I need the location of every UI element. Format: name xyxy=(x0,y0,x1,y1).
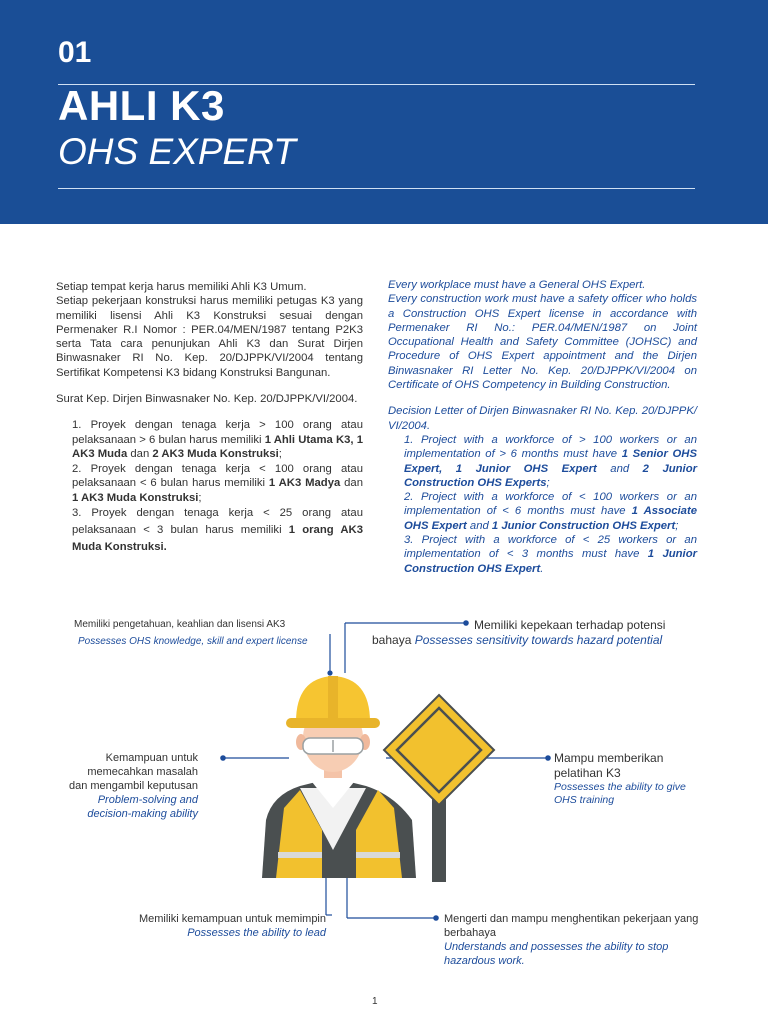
list-item: 2. Project with a workforce of < 100 workers or an implementation of < 6 months must have 1 Associate OHS Expert and 1 Junior Construction OHS Expert; xyxy=(404,491,697,532)
label-sensitivity: Memiliki kepekaan terhadap potensi bahaya Possesses sensitivity towards hazard potential xyxy=(372,618,666,647)
list-item: 2. Proyek dengan tenaga kerja < 100 orang atau pelaksanaan < 6 bulan harus memiliki 1 AK3 Madya dan 1 AK3 Muda Konstruksi; xyxy=(72,462,363,504)
requirement-list-en xyxy=(388,433,697,576)
section-number: 01 xyxy=(58,36,92,69)
english-column xyxy=(388,278,697,576)
list-item: 3. Project with a workforce of < 25 workers or an implementation of < 3 months must have 1 Junior Construction OHS Expert. xyxy=(404,534,697,575)
intro-general-expert-en: Every workplace must have a General OHS Expert. xyxy=(388,279,646,291)
requirement-list xyxy=(56,418,363,556)
indonesian-column xyxy=(56,280,363,556)
intro-general-expert: Setiap tempat kerja harus memiliki Ahli K3 Umum. xyxy=(56,281,307,293)
header-banner xyxy=(0,0,768,224)
list-item: 3. Proyek dengan tenaga kerja < 25 orang atau pelaksanaan < 3 bulan harus memiliki 1 orang AK3 Muda Konstruksi. xyxy=(72,507,363,554)
label-stop-work: Mengerti dan mampu menghentikan pekerjaan yang berbahaya Understands and possesses the ability to stop hazardous work. xyxy=(444,913,699,967)
decision-letter: Surat Kep. Dirjen Binwasnaker No. Kep. 20/DJPPK/VI/2004. xyxy=(56,393,358,406)
list-item: 1. Project with a workforce of > 100 workers or an implementation of > 6 months must have 1 Senior OHS Expert, 1 Junior OHS Expert and 2 Junior Construction OHS Experts; xyxy=(404,433,697,489)
list-item: 1. Proyek dengan tenaga kerja > 100 orang atau pelaksanaan > 6 bulan harus memiliki 1 Ahli Utama K3, 1 AK3 Muda dan 2 AK3 Muda Konstruksi; xyxy=(72,419,363,461)
label-training: Mampu memberikan pelatihan K3 Possesses the ability to give OHS training xyxy=(554,751,686,806)
hazard-sign-icon xyxy=(384,695,494,805)
decision-letter-en: Decision Letter of Dirjen Binwasnaker RI No. Kep. 20/DJPPK/ VI/2004. xyxy=(388,405,697,432)
intro-construction: Setiap pekerjaan konstruksi harus memiliki petugas K3 yang memiliki lisensi Ahli K3 Konstruksi sesuai dengan Permenaker R.I Nomor : PER.04/MEN/1987 tentang P2K3 serta Tata cara penunjukan Ahli K3 dan Surat Dirjen Binwasnaker RI No. Kep. 20/DJPPK/VI/2004 tentang Sertifikat Kompetensi K3 bidang Konstruksi Bangunan. xyxy=(56,295,363,379)
label-problem-solving: Kemampuan untuk memecahkan masalah dan mengambil keputusan Problem-solving and decision-making ability xyxy=(68,752,198,820)
label-leadership: Memiliki kemampuan untuk memimpin Possesses the ability to lead xyxy=(138,913,326,939)
safety-worker-icon xyxy=(262,676,416,878)
page-title: AHLI K3 xyxy=(58,82,225,129)
header-divider-bottom xyxy=(58,188,695,189)
intro-construction-en: Every construction work must have a safety officer who holds a Construction OHS Expert license in accordance with Permenaker RI No.: PER.04/MEN/1987 on Joint Occupational Health and Safety Committee (JOHSC) and Procedure of OHS Expert appointment and the Dirjen Binwasnaker RI Letter No. Kep. 20/DJPPK/VI/2004 on Certificate of OHS Competency in Building Construction. xyxy=(388,293,697,392)
label-knowledge: Memiliki pengetahuan, keahlian dan lisensi AK3 Possesses OHS knowledge, skill and expert license xyxy=(74,619,308,647)
page-number: 1 xyxy=(372,996,378,1007)
page-subtitle: OHS EXPERT xyxy=(58,131,296,172)
